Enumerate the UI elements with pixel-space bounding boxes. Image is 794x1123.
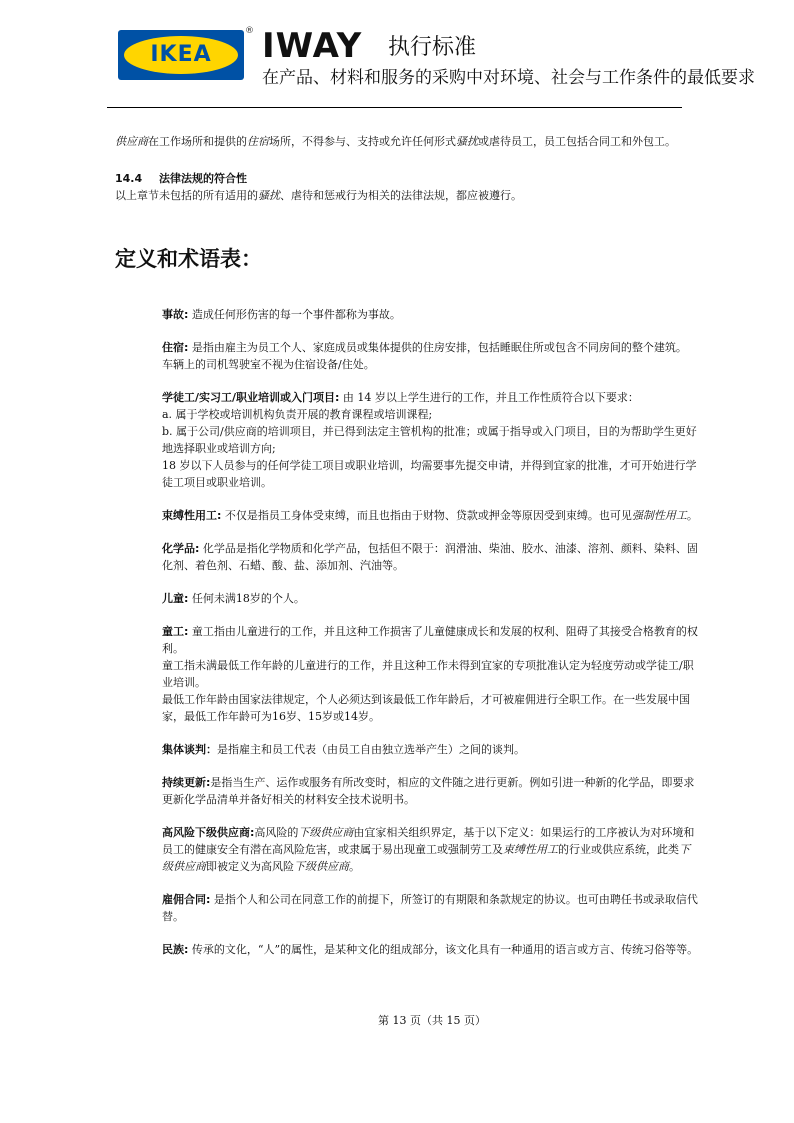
def-ethnicity: 民族: 传承的文化，“人”的属性，是某种文化的组成部分，该文化具有一种通用的语言或方言、传统习俗等等。 (162, 943, 699, 956)
section-paragraph: 以上章节未包括的所有适用的骚扰、虐待和惩戒行为相关的法律法规，都应被遵行。 (115, 189, 522, 202)
section-title: 法律法规的符合性 (159, 172, 247, 185)
def-housing: 住宿: 是指由雇主为员工个人、家庭成员或集体提供的住房安排，包括睡眠住所或包含不同房间的整个建筑。 车辆上的司机驾驶室不视为住宿设备/住处。 (162, 341, 687, 371)
term-supplier: 供应商 (115, 135, 148, 148)
section-number: 14.4 (115, 172, 143, 185)
term-harassment: 骚扰 (258, 189, 280, 202)
def-child-labour: 童工: 童工指由儿童进行的工作，并且这种工作损害了儿童健康成长和发展的权利、阻碍了其接受合格教育的权利。 童工指未满最低工作年龄的儿童进行的工作，并且这种工作未得到宜家的专项批准认定为轻度劳动或学徒工/职业培训。 最低工作年龄由国家法律规定，个人必须达到该最低工作年龄后，才可被雇佣进行全职工作。在一些发展中国家，最低工作年龄可为16岁、15岁或14岁。 (162, 625, 698, 723)
def-child: 儿童: 任何未满18岁的个人。 (162, 592, 305, 605)
header-subtitle: 在产品、材料和服务的采购中对环境、社会与工作条件的最低要求 (262, 68, 755, 88)
def-high-risk-supplier: 高风险下级供应商:高风险的下级供应商由宜家相关组织界定，基于以下定义：如果运行的工序被认为对环境和员工的健康安全有潜在高风险危害，或隶属于易出现童工或强制劳工及束缚性用工的行业或供应系统，此类下级供应商即被定义为高风险下级供应商。 (162, 826, 695, 873)
section-heading (115, 170, 700, 187)
term-harassment: 骚扰 (456, 135, 478, 148)
page-content (115, 133, 700, 974)
intro-paragraph: 供应商在工作场所和提供的住宿场所，不得参与、支持或允许任何形式骚扰或虐待员工，员工包括合同工和外包工。 (115, 135, 676, 148)
term-housing: 住宿 (247, 135, 269, 148)
def-chemicals: 化学品: 化学品是指化学物质和化学产品，包括但不限于：润滑油、柴油、胶水、油漆、溶剂、颜料、染料、固化剂、着色剂、石蜡、酸、盐、添加剂、汽油等。 (162, 542, 698, 572)
ikea-logo (118, 30, 244, 80)
definitions-list (162, 306, 700, 958)
page-header (118, 26, 755, 96)
def-accident: 事故: 造成任何形伤害的每一个事件都称为事故。 (162, 308, 401, 321)
def-employment-contract: 雇佣合同: 是指个人和公司在同意工作的前提下，所签订的有期限和条款规定的协议。也可由聘任书或录取信代替。 (162, 893, 698, 923)
header-divider (107, 107, 682, 108)
logo-text: IKEA (150, 42, 212, 67)
def-collective-bargaining: 集体谈判：是指雇主和员工代表（由员工自由独立选举产生）之间的谈判。 (162, 743, 525, 756)
def-bonded-labour: 束缚性用工: 不仅是指员工身体受束缚，而且也指由于财物、贷款或押金等原因受到束缚。也可见强制性用工。 (162, 509, 698, 522)
def-apprentice: 学徒工/实习工/职业培训或入门项目: 由 14 岁以上学生进行的工作，并且工作性质符合以下要求： a. 属于学校或培训机构负责开展的教育课程或培训课程; b. 属于公司/供应商的培训项目，并已得到法定主管机构的批准；或属于指导或入门项目，目的为帮助学生更好地选择职业或培训方向; 18 岁以下人员参与的任何学徒工项目或职业培训，均需要事先提交申请，并得到宜家的批准，才可开始进行学徒工项目或职业培训。 (162, 391, 697, 489)
page-number: 第 13 页（共 15 页） (378, 1014, 486, 1027)
glossary-title: 定义和术语表： (115, 247, 262, 271)
header-title: 执行标准 (388, 35, 477, 60)
def-continuous-update: 持续更新:是指当生产、运作或服务有所改变时，相应的文件随之进行更新。例如引进一种新的化学品，即要求更新化学品清单并备好相关的材料安全技术说明书。 (162, 776, 695, 806)
brand-name: IWAY (262, 26, 363, 66)
registered-mark: ® (245, 26, 254, 36)
